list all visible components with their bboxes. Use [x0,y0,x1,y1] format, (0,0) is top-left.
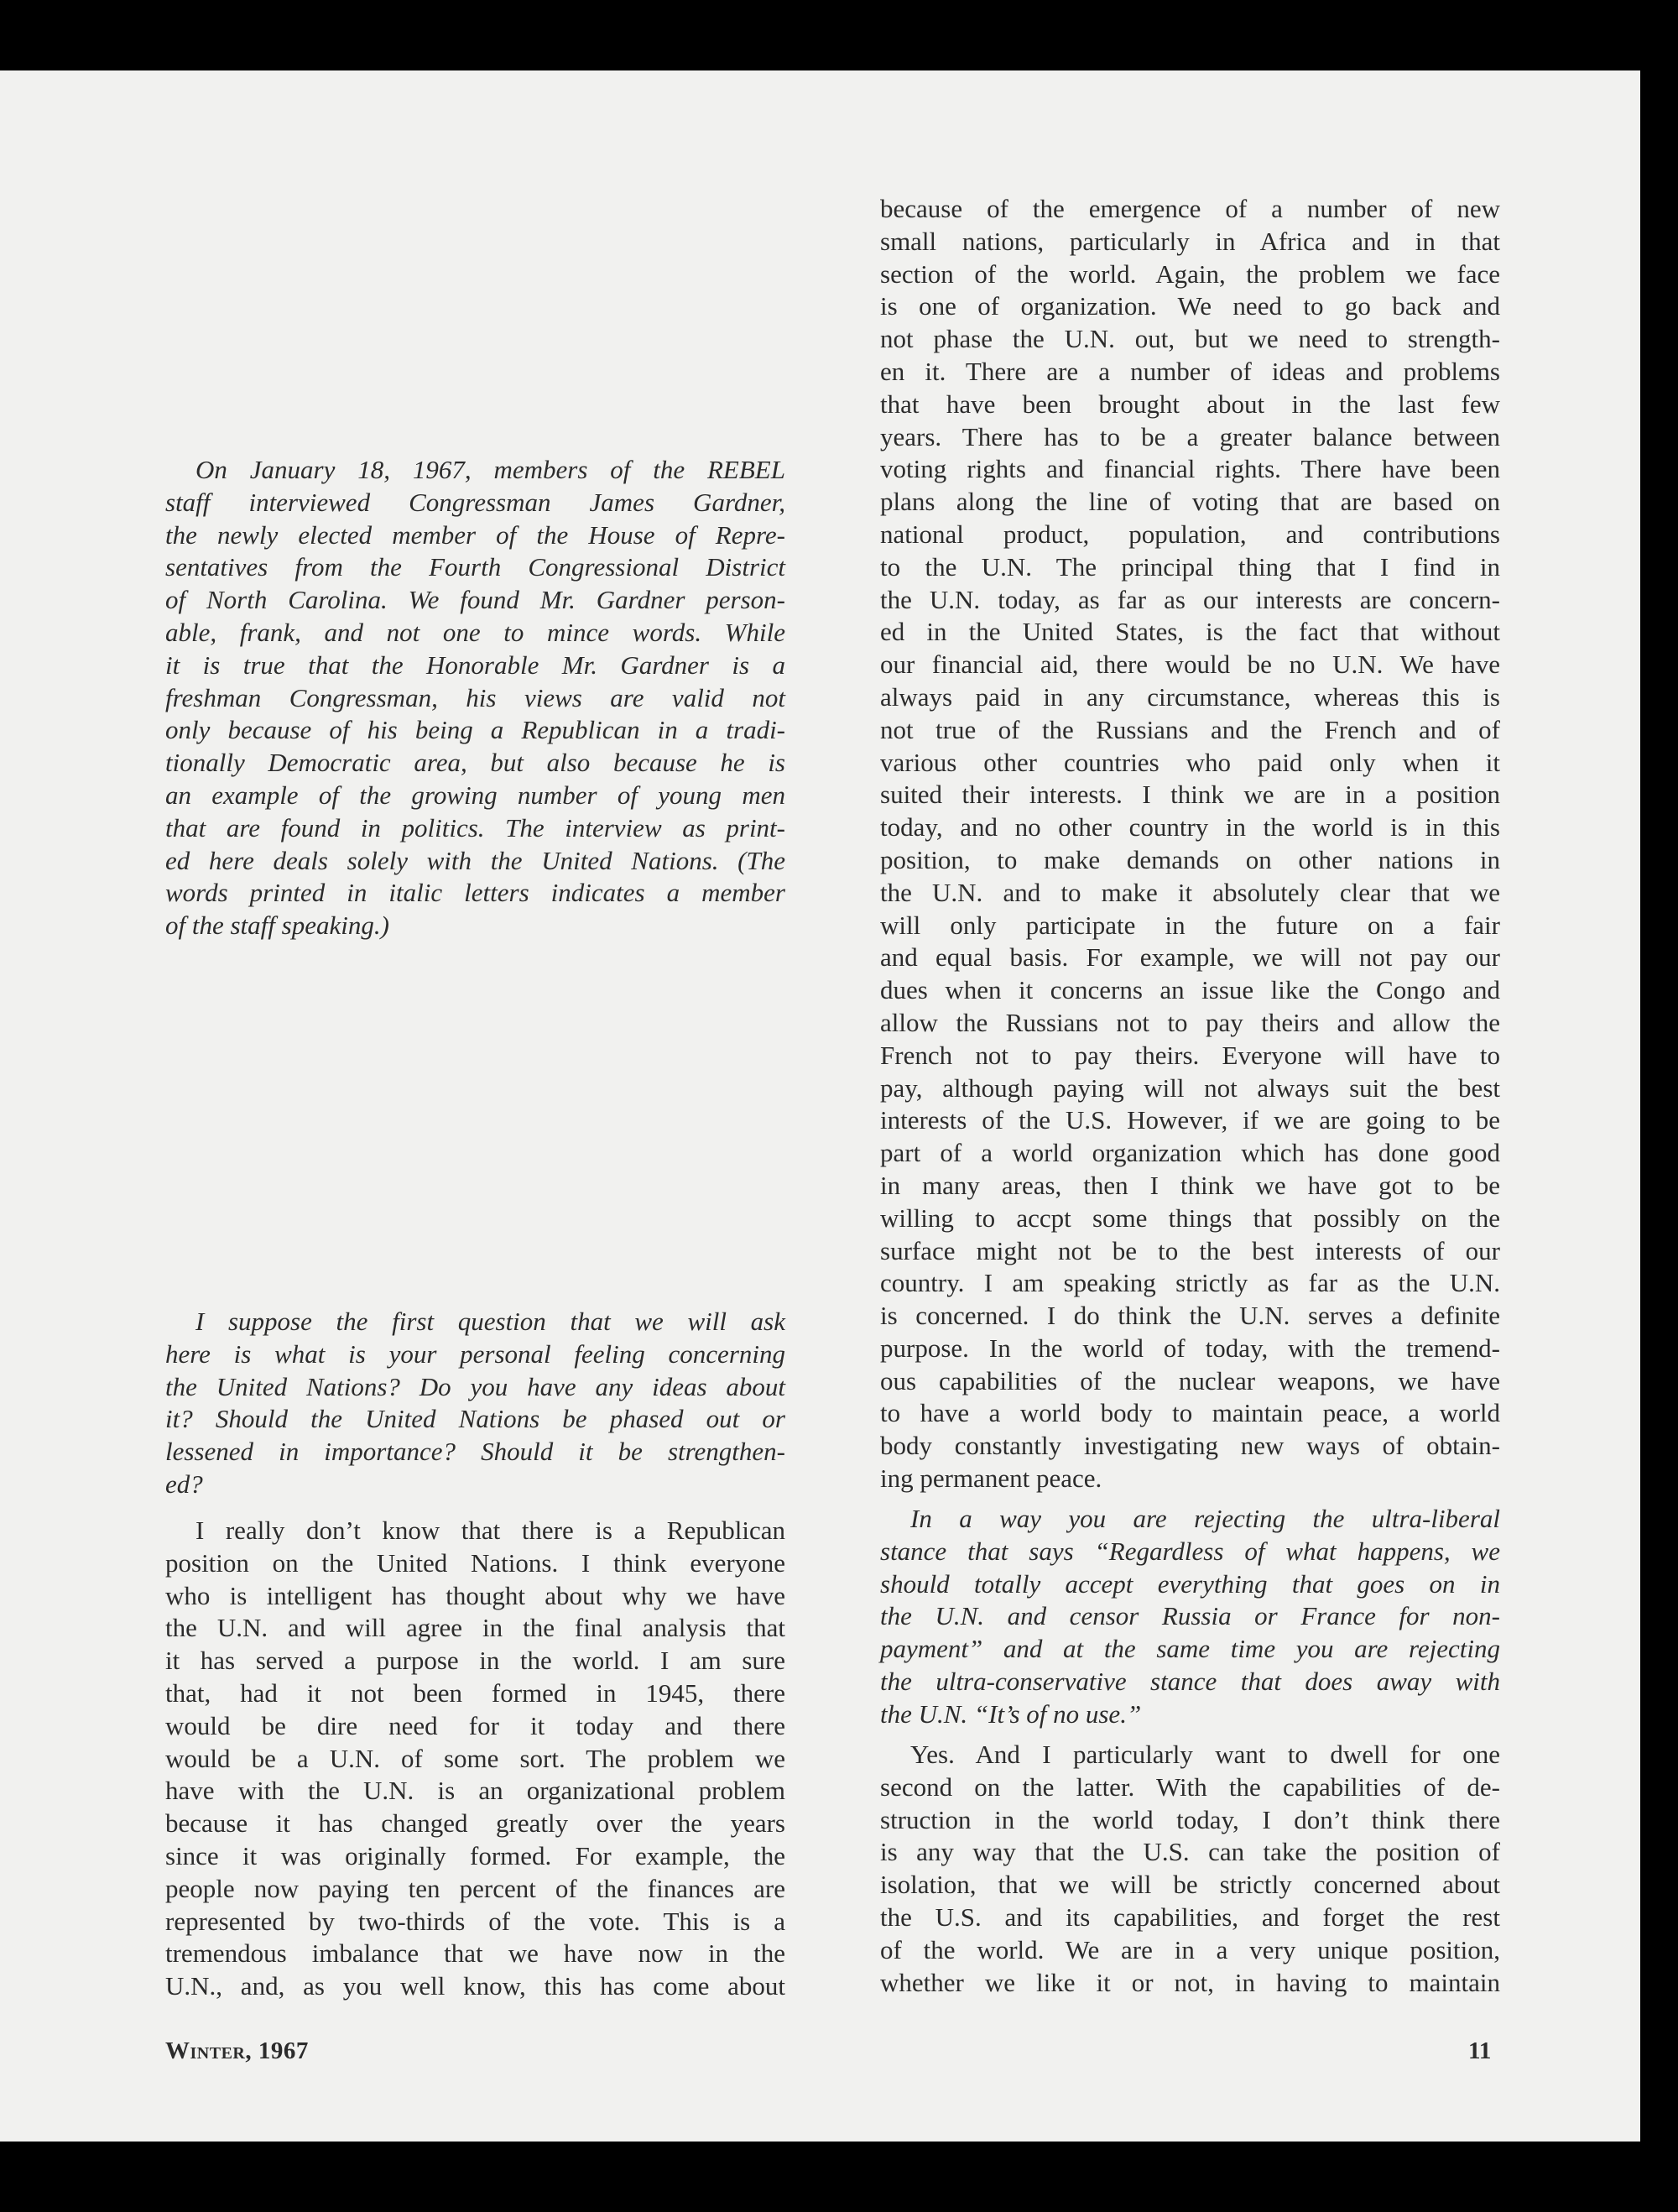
question2-paragraph [880,1503,1500,1731]
text-line: staff interviewed Congressman James Gardner, [165,487,785,517]
footer-issue: Winter, 1967 [165,2037,309,2064]
text-line: the U.N. “It’s of no use.” [880,1698,1142,1729]
text-line: would be a U.N. of some sort. The problem we [165,1743,785,1773]
text-line: have with the U.N. is an organizational problem [165,1776,785,1806]
answer-paragraph [165,1515,785,2003]
text-line: words printed in italic letters indicates a member [165,878,785,908]
text-line: country. I am speaking strictly as far as the U.N. [880,1268,1500,1298]
text-line: body constantly investigating new ways of obtain- [880,1431,1500,1461]
text-line: purpose. In the world of today, with the tremend- [880,1333,1500,1363]
answer2-paragraph [880,1739,1500,1999]
text-line: pay, although paying will not always suit the best [880,1072,1500,1103]
question-paragraph [165,1306,785,1501]
text-line: years. There has to be a greater balance between [880,421,1500,451]
text-line: ing permanent peace. [880,1463,1102,1494]
text-line: represented by two-thirds of the vote. This is a [165,1906,785,1936]
text-line: willing to accpt some things that possibly on the [880,1203,1500,1233]
text-line: tionally Democratic area, but also because he is [165,748,785,778]
text-line: whether we like it or not, in having to maintain [880,1967,1500,1997]
text-line: since it was originally formed. For example, the [165,1840,785,1870]
text-line: ous capabilities of the nuclear weapons, we have [880,1365,1500,1396]
text-line: lessened in importance? Should it be strengthen- [165,1437,785,1467]
text-line: to have a world body to maintain peace, a world [880,1398,1500,1428]
text-line: able, frank, and not one to mince words. While [165,617,785,647]
text-line: plans along the line of voting that are based on [880,487,1500,517]
text-line: small nations, particularly in Africa and in that [880,226,1500,256]
text-line: sentatives from the Fourth Congressional District [165,552,785,582]
text-line: French not to pay theirs. Everyone will have to [880,1040,1500,1070]
text-line: is any way that the U.S. can take the position of [880,1837,1500,1867]
text-line: of North Carolina. We found Mr. Gardner person- [165,585,785,615]
text-line: On January 18, 1967, members of the REBEL [195,455,785,484]
text-line: ed in the United States, is the fact that without [880,617,1500,647]
text-line: it has served a purpose in the world. I am sure [165,1646,785,1676]
text-line: section of the world. Again, the problem we face [880,258,1500,289]
text-line: of the world. We are in a very unique position, [880,1934,1500,1964]
text-line: suited their interests. I think we are in a position [880,780,1500,810]
answer-continued-paragraph [880,193,1500,1495]
text-line: allow the Russians not to pay theirs and allow the [880,1007,1500,1037]
text-line: who is intelligent has thought about why we have [165,1580,785,1610]
text-line: national product, population, and contributions [880,519,1500,549]
text-line: en it. There are a number of ideas and problems [880,356,1500,386]
text-line: of the staff speaking.) [165,910,389,941]
text-line: voting rights and financial rights. There have been [880,454,1500,484]
text-line: freshman Congressman, his views are valid not [165,682,785,712]
text-line: I really don’t know that there is a Republican [195,1516,785,1545]
text-line: position, to make demands on other nations in [880,844,1500,874]
text-line: interests of the U.S. However, if we are going to be [880,1105,1500,1135]
text-line: because it has changed greatly over the years [165,1808,785,1839]
intro-paragraph [165,454,785,942]
text-line: the U.N. and will agree in the final analysis that [165,1613,785,1643]
text-line: here is what is your personal feeling concerning [165,1338,785,1369]
text-line: ed? [165,1469,203,1499]
text-line: should totally accept everything that goes on in [880,1568,1500,1599]
text-line: that have been brought about in the last few [880,389,1500,419]
text-line: that are found in politics. The interview as print- [165,812,785,843]
text-line: is concerned. I do think the U.N. serves a definite [880,1301,1500,1331]
page-number: 11 [1468,2037,1492,2064]
text-line: dues when it concerns an issue like the Congo and [880,975,1500,1005]
text-line: the U.N. and to make it absolutely clear that we [880,877,1500,907]
text-line: our financial aid, there would be no U.N. We have [880,650,1500,680]
text-line: I suppose the first question that we will ask [195,1307,785,1336]
text-line: today, and no other country in the world is in this [880,812,1500,843]
text-line: an example of the growing number of young men [165,780,785,810]
text-line: the U.N. today, as far as our interests are concern- [880,584,1500,614]
text-line: that, had it not been formed in 1945, there [165,1677,785,1708]
text-line: it is true that the Honorable Mr. Gardner is a [165,650,785,680]
text-line: the U.N. and censor Russia or France for non- [880,1601,1500,1631]
text-line: because of the emergence of a number of new [880,194,1500,223]
text-line: various other countries who paid only when it [880,747,1500,777]
text-line: in many areas, then I think we have got to be [880,1170,1500,1200]
text-line: second on the latter. With the capabilities of de- [880,1771,1500,1802]
text-line: not true of the Russians and the French and of [880,714,1500,744]
text-line: tremendous imbalance that we have now in the [165,1938,785,1969]
text-line: Yes. And I particularly want to dwell for one [910,1740,1500,1769]
text-line: ed here deals solely with the United Nations. (The [165,845,785,875]
text-line: people now paying ten percent of the finances are [165,1873,785,1903]
text-line: isolation, that we will be strictly concerned about [880,1870,1500,1900]
text-line: would be dire need for it today and there [165,1710,785,1740]
text-line: position on the United Nations. I think everyone [165,1547,785,1578]
text-line: U.N., and, as you well know, this has come about [165,1971,785,2001]
text-line: stance that says “Regardless of what happens, we [880,1536,1500,1566]
text-line: part of a world organization which has done good [880,1138,1500,1168]
text-line: is one of organization. We need to go back and [880,291,1500,321]
text-line: not phase the U.N. out, but we need to strength- [880,324,1500,354]
text-line: to the U.N. The principal thing that I find in [880,551,1500,582]
text-line: and equal basis. For example, we will not pay our [880,942,1500,973]
text-line: the United Nations? Do you have any ideas about [165,1371,785,1401]
text-line: the ultra-conservative stance that does away with [880,1666,1500,1696]
text-line: only because of his being a Republican in a tradi- [165,715,785,745]
text-line: will only participate in the future on a fair [880,910,1500,940]
text-line: In a way you are rejecting the ultra-liberal [910,1504,1500,1533]
text-line: struction in the world today, I don’t think there [880,1804,1500,1834]
text-line: always paid in any circumstance, whereas this is [880,681,1500,712]
text-line: it? Should the United Nations be phased out or [165,1404,785,1434]
text-line: the newly elected member of the House of Repre- [165,519,785,550]
text-line: the U.S. and its capabilities, and forget the rest [880,1902,1500,1932]
text-line: surface might not be to the best interests of our [880,1235,1500,1265]
text-line: payment” and at the same time you are rejecting [880,1634,1500,1664]
